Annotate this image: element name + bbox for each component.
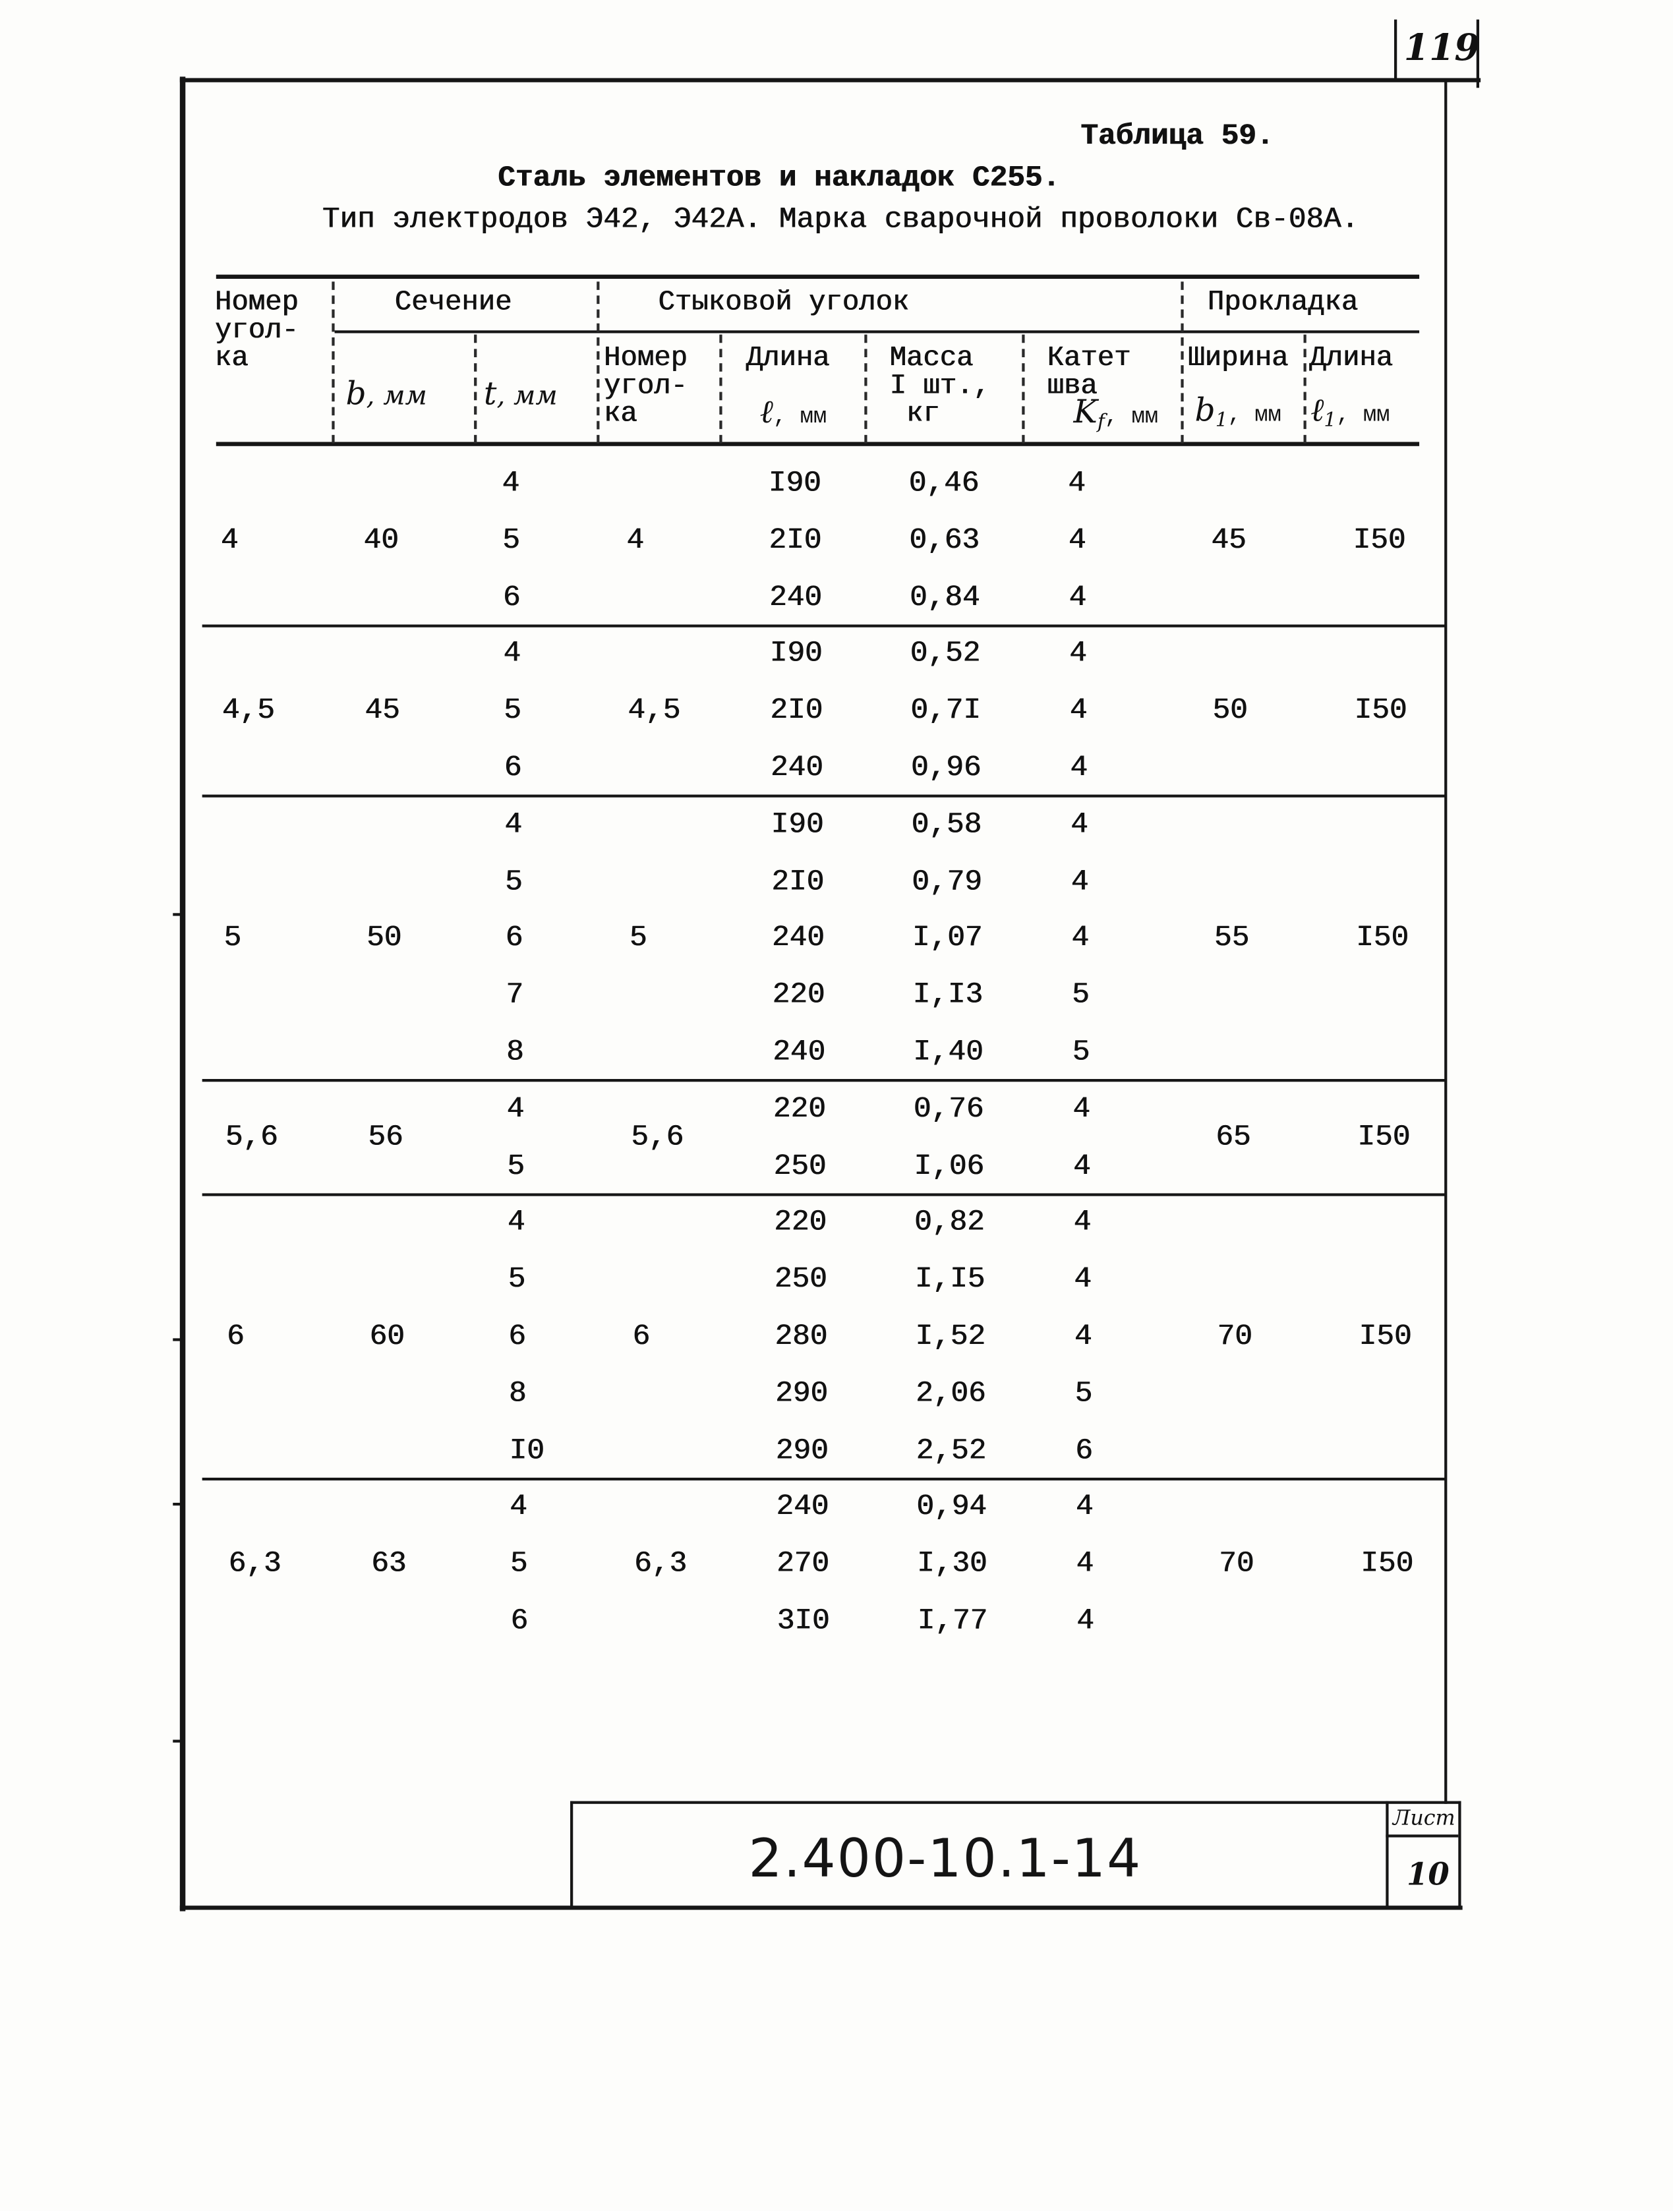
cell-butt-angle-length: 290 (775, 1378, 828, 1411)
cell-butt-angle-length: 270 (776, 1549, 829, 1581)
header-pad-length-symbol-row (1310, 393, 1390, 432)
cell-pad-length: I50 (1359, 1322, 1412, 1354)
header-length-symbol-row (759, 394, 827, 431)
cell-pad-length: I50 (1361, 1549, 1414, 1581)
header-mass: Масса (889, 343, 974, 375)
cell-butt-angle-length: 280 (775, 1322, 828, 1354)
cell-pad-width: 65 (1216, 1122, 1251, 1155)
section-b-symbol: b (345, 376, 367, 413)
cell-section-t: 6 (508, 1322, 526, 1354)
header-divider (332, 281, 334, 443)
cell-butt-angle-length: 220 (773, 1208, 827, 1240)
cell-weld-leg: 6 (1075, 1435, 1093, 1468)
cell-butt-angle-length: 2I0 (771, 866, 825, 899)
cell-section-t: 5 (504, 866, 523, 899)
cell-butt-angle-mass: 0,96 (910, 753, 982, 785)
length-unit: , мм (773, 404, 827, 430)
frame-bottom (180, 1906, 1463, 1909)
cell-section-t: 5 (507, 1151, 525, 1183)
header-weld-leg: Катет (1047, 343, 1131, 375)
cell-weld-leg: 4 (1076, 1549, 1094, 1581)
cell-pad-width: 45 (1211, 525, 1247, 558)
header-divider (719, 335, 722, 444)
cell-section-t: 4 (503, 639, 521, 672)
cell-section-t: 4 (510, 1492, 527, 1525)
cell-section-t: 6 (502, 582, 521, 614)
cell-weld-leg: 5 (1071, 980, 1090, 1012)
header-bottom-rule (216, 442, 1419, 446)
cell-section-t: I0 (509, 1435, 544, 1468)
cell-weld-leg: 4 (1076, 1606, 1094, 1639)
cell-weld-leg: 4 (1072, 1151, 1091, 1183)
cell-butt-angle-mass: 0,7I (910, 695, 981, 728)
cell-angle-number: 6 (226, 1322, 245, 1354)
page-number-box-left (1394, 20, 1397, 80)
cell-butt-angle-length: 250 (774, 1264, 827, 1297)
header-divider (597, 281, 599, 443)
cell-butt-angle-length: 220 (773, 1093, 826, 1126)
stamp-left (570, 1801, 573, 1907)
cell-butt-angle-mass: 2,06 (915, 1378, 986, 1411)
header-butt-angle-number: ка (603, 398, 637, 431)
cell-pad-width: 70 (1218, 1549, 1254, 1581)
cell-angle-number: 5,6 (225, 1122, 278, 1155)
sheet-number: 10 (1407, 1857, 1450, 1894)
weld-leg-unit: , мм (1104, 404, 1159, 430)
cell-butt-angle-mass: 0,58 (911, 809, 982, 842)
cell-butt-angle-length: 250 (773, 1151, 827, 1183)
cell-weld-leg: 4 (1074, 1264, 1092, 1297)
cell-weld-leg: 4 (1074, 1322, 1092, 1354)
header-pad-width-symbol-row (1194, 393, 1281, 432)
cell-butt-angle-number: 4,5 (628, 695, 681, 728)
cell-butt-angle-length: 240 (769, 582, 822, 614)
cell-pad-width: 70 (1217, 1322, 1252, 1354)
cell-section-t: 5 (502, 525, 520, 558)
sheet-label: Лист (1392, 1805, 1455, 1830)
frame-right (1444, 80, 1447, 1804)
cell-weld-leg: 4 (1075, 1492, 1094, 1525)
cell-section-b: 63 (371, 1549, 407, 1581)
cell-butt-angle-mass: 0,94 (916, 1492, 987, 1525)
pad-width-symbol: b (1194, 393, 1216, 430)
cell-section-b: 60 (369, 1322, 405, 1354)
header-butt-angle: Стыковой уголок (658, 287, 910, 320)
cell-butt-angle-number: 5 (629, 923, 647, 956)
pad-length-symbol: ℓ (1310, 393, 1324, 430)
header-angle-number: ка (214, 343, 249, 375)
cell-butt-angle-mass: I,52 (915, 1322, 985, 1354)
cell-section-t: 6 (510, 1606, 528, 1639)
cell-angle-number: 4 (220, 525, 239, 558)
header-weld-leg-symbol-row (1073, 394, 1159, 434)
cell-butt-angle-length: 240 (776, 1492, 829, 1525)
cell-section-b: 40 (363, 525, 399, 558)
cell-section-t: 5 (508, 1264, 526, 1297)
cell-weld-leg: 4 (1069, 639, 1087, 672)
header-pad-length: Длина (1308, 343, 1393, 375)
header-weld-leg: шва (1047, 370, 1098, 403)
stamp-top (570, 1801, 1461, 1804)
cell-butt-angle-length: 240 (770, 753, 823, 785)
cell-section-b: 45 (365, 695, 400, 728)
header-pad-width: Ширина (1187, 343, 1289, 375)
cell-butt-angle-length: 240 (771, 923, 825, 956)
table-caption: Таблица 59. (1080, 121, 1274, 154)
cell-angle-number: 6,3 (228, 1549, 281, 1581)
cell-pad-length: I50 (1354, 695, 1407, 728)
cell-butt-angle-number: 6 (632, 1322, 650, 1354)
cell-butt-angle-number: 4 (626, 525, 644, 558)
cell-pad-width: 50 (1212, 695, 1248, 728)
pad-length-unit: , мм (1336, 403, 1390, 428)
cell-weld-leg: 4 (1068, 468, 1086, 501)
weld-leg-symbol: K (1073, 394, 1098, 431)
table-title: Сталь элементов и накладок С255. (498, 163, 1060, 196)
section-b-unit: , мм (366, 380, 427, 411)
header-divider (1181, 281, 1183, 443)
cell-pad-length: I50 (1357, 1122, 1411, 1155)
header-divider (474, 335, 477, 444)
cell-section-t: 8 (506, 1037, 524, 1070)
cell-butt-angle-length: I90 (771, 809, 824, 842)
cell-weld-leg: 4 (1071, 923, 1089, 956)
header-middle-rule (335, 330, 1419, 333)
cell-butt-angle-mass: 0,63 (909, 525, 980, 558)
row-group-divider (202, 625, 1446, 627)
cell-section-t: 4 (506, 1093, 525, 1126)
header-top-rule (216, 275, 1419, 279)
document-designation: 2.400-10.1-14 (748, 1827, 1142, 1889)
row-group-divider (202, 1193, 1446, 1196)
header-butt-angle-number: угол- (603, 370, 688, 403)
cell-pad-width: 55 (1214, 923, 1250, 956)
cell-butt-angle-mass: 0,76 (913, 1093, 984, 1126)
cell-pad-length: I50 (1353, 525, 1406, 558)
cell-butt-angle-length: 240 (773, 1037, 825, 1070)
cell-butt-angle-length: I90 (769, 639, 823, 672)
cell-butt-angle-mass: I,07 (912, 923, 983, 956)
cell-section-b: 50 (366, 923, 402, 956)
cell-weld-leg: 4 (1073, 1208, 1092, 1240)
header-section-t (483, 376, 558, 413)
cell-butt-angle-mass: 2,52 (916, 1435, 987, 1468)
cell-butt-angle-length: 3I0 (777, 1606, 830, 1639)
frame-left (180, 76, 185, 1911)
binding-tick (173, 913, 184, 916)
cell-weld-leg: 5 (1072, 1037, 1090, 1070)
cell-butt-angle-length: 220 (772, 980, 825, 1012)
length-symbol: ℓ (759, 394, 773, 431)
header-section-b (345, 376, 427, 413)
binding-tick (173, 1740, 184, 1743)
page-number: 119 (1403, 28, 1480, 70)
header-butt-angle-number: Номер (603, 343, 688, 375)
pad-width-unit: , мм (1227, 403, 1281, 428)
cell-butt-angle-mass: 0,52 (910, 639, 981, 672)
cell-butt-angle-mass: I,06 (914, 1151, 984, 1183)
cell-section-t: 7 (506, 980, 523, 1012)
cell-section-t: 5 (503, 695, 521, 728)
cell-weld-leg: 5 (1074, 1378, 1093, 1411)
row-group-divider (202, 795, 1446, 798)
binding-tick (173, 1503, 184, 1505)
cell-section-t: 5 (510, 1549, 528, 1581)
cell-pad-length: I50 (1355, 923, 1409, 956)
header-divider (1304, 335, 1306, 444)
cell-butt-angle-length: 290 (775, 1435, 829, 1468)
cell-butt-angle-mass: 0,84 (909, 582, 980, 614)
cell-butt-angle-number: 5,6 (631, 1122, 684, 1155)
cell-section-t: 4 (502, 468, 520, 501)
cell-section-b: 56 (368, 1122, 403, 1155)
cell-butt-angle-mass: 0,82 (914, 1208, 985, 1240)
cell-weld-leg: 4 (1068, 525, 1086, 558)
cell-butt-angle-mass: I,I3 (912, 980, 983, 1012)
table-subtitle: Тип электродов Э42, Э42А. Марка сварочной проволоки Св-08А. (322, 204, 1359, 237)
binding-tick (173, 1338, 184, 1341)
header-mass: I шт., (889, 370, 990, 403)
header-length: Длина (746, 343, 830, 375)
cell-butt-angle-mass: I,30 (916, 1549, 987, 1581)
cell-section-t: 8 (508, 1378, 527, 1411)
pad-length-subscript: 1 (1324, 409, 1337, 432)
cell-butt-angle-mass: 0,79 (912, 866, 982, 899)
header-divider (1022, 335, 1024, 444)
cell-weld-leg: 4 (1070, 753, 1088, 785)
cell-weld-leg: 4 (1071, 866, 1089, 899)
cell-section-t: 6 (505, 923, 523, 956)
cell-butt-angle-length: 2I0 (769, 525, 822, 558)
header-angle-number: угол- (214, 314, 299, 347)
cell-butt-angle-length: I90 (768, 468, 821, 501)
cell-angle-number: 5 (223, 923, 241, 956)
cell-weld-leg: 4 (1069, 582, 1087, 614)
cell-butt-angle-mass: I,40 (912, 1037, 983, 1070)
stamp-sheet-divider (1386, 1801, 1388, 1907)
section-t-symbol: t (483, 376, 497, 413)
header-section: Сечение (394, 287, 512, 320)
cell-butt-angle-mass: 0,46 (908, 468, 980, 501)
cell-butt-angle-number: 6,3 (633, 1549, 687, 1581)
header-divider (864, 335, 867, 444)
pad-width-subscript: 1 (1215, 409, 1228, 432)
weld-leg-subscript: f (1097, 411, 1105, 434)
cell-angle-number: 4,5 (221, 695, 275, 728)
header-pad: Прокладка (1207, 287, 1359, 320)
cell-weld-leg: 4 (1072, 1093, 1090, 1126)
cell-weld-leg: 4 (1070, 809, 1088, 842)
section-t-unit: , мм (496, 380, 558, 411)
header-angle-number: Номер (214, 287, 299, 320)
cell-butt-angle-mass: I,I5 (914, 1264, 985, 1297)
cell-butt-angle-mass: I,77 (917, 1606, 988, 1639)
cell-section-t: 4 (507, 1208, 525, 1240)
cell-butt-angle-length: 2I0 (770, 695, 823, 728)
cell-section-t: 4 (504, 809, 522, 842)
cell-weld-leg: 4 (1069, 695, 1088, 728)
header-mass: кг (906, 398, 940, 431)
row-group-divider (202, 1080, 1446, 1082)
row-group-divider (202, 1478, 1446, 1480)
cell-section-t: 6 (504, 753, 522, 785)
stamp-sheet-rule (1386, 1834, 1458, 1837)
stamp-right (1458, 1801, 1461, 1909)
frame-top (180, 78, 1481, 82)
